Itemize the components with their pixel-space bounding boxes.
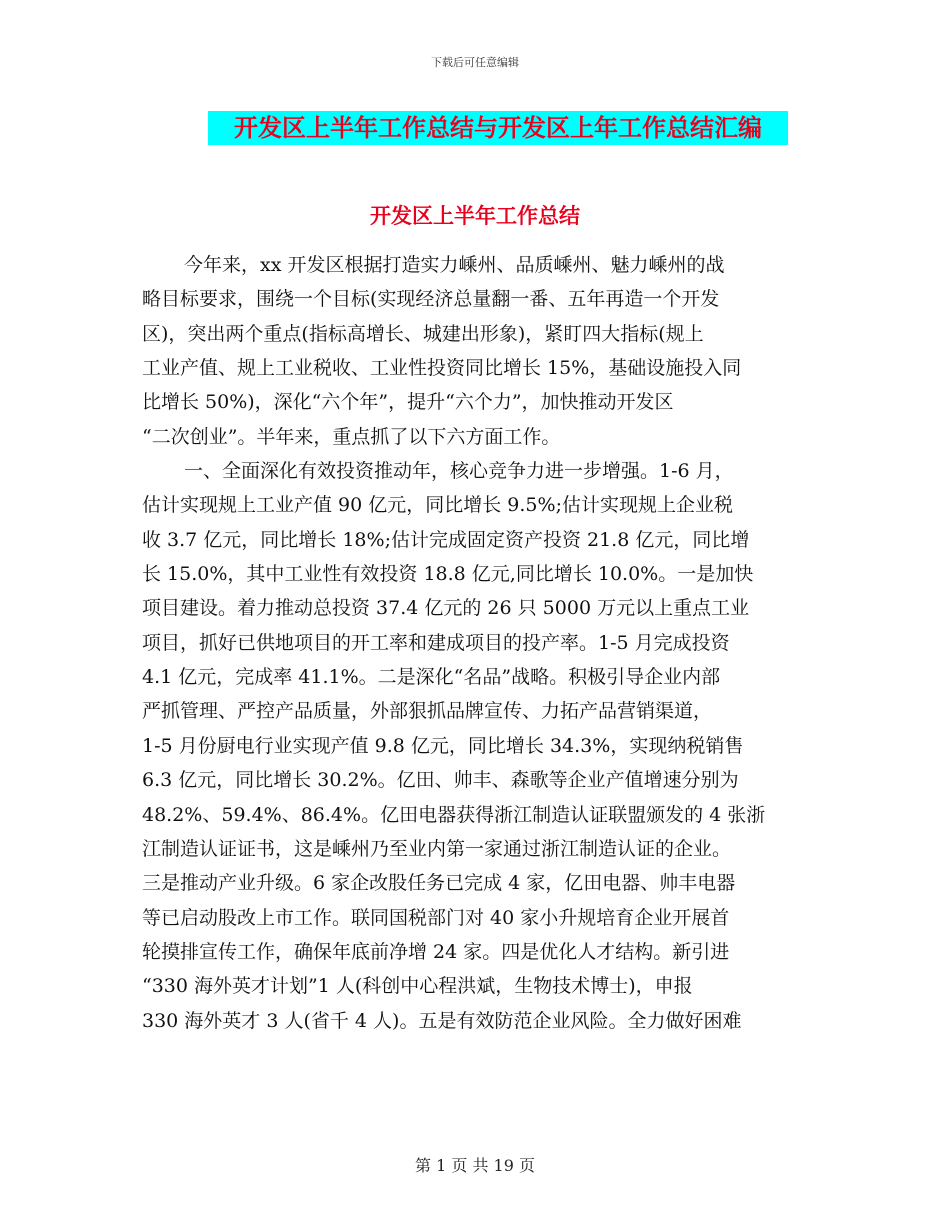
paragraph-line: 区)，突出两个重点(指标高增长、城建出形象)，紧盯四大指标(规上 [142,322,704,345]
paragraph-line: 估计实现规上工业产值 90 亿元，同比增长 9.5%;估计实现规上企业税 [142,494,733,517]
paragraph-line: 48.2%、59.4%、86.4%。亿田电器获得浙江制造认证联盟颁发的 4 张浙 [142,803,766,826]
paragraph-line: 4.1 亿元，完成率 41.1%。二是深化“名品”战略。积极引导企业内部 [142,666,721,689]
paragraph-line: 工业产值、规上工业税收、工业性投资同比增长 15%，基础设施投入同 [142,357,742,380]
section-title: 开发区上半年工作总结 [370,204,580,228]
paragraph-line: 比增长 50%)，深化“六个年”，提升“六个力”，加快推动开发区 [142,391,674,414]
paragraph-line: 略目标要求，围绕一个目标(实现经济总量翻一番、五年再造一个开发 [142,288,720,311]
paragraph-line: 收 3.7 亿元，同比增长 18%;估计完成固定资产投资 21.8 亿元，同比增 [142,528,750,551]
paragraph-line: 三是推动产业升级。6 家企改股任务已完成 4 家，亿田电器、帅丰电器 [142,872,736,895]
paragraph-line: 严抓管理、严控产品质量，外部狠抓品牌宣传、力拓产品营销渠道， [142,700,713,723]
paragraph-line: “二次创业”。半年来，重点抓了以下六方面工作。 [142,425,561,448]
paragraph-line: 等已启动股改上市工作。联同国税部门对 40 家小升规培育企业开展首 [142,906,730,929]
paragraph-line: 项目，抓好已供地项目的开工率和建成项目的投产率。1-5 月完成投资 [142,631,730,654]
page-footer: 第 1 页 共 19 页 [415,1156,535,1175]
paragraph-line: 轮摸排宣传工作，确保年底前净增 24 家。四是优化人才结构。新引进 [142,940,730,963]
paragraph-line: 项目建设。着力推动总投资 37.4 亿元的 26 只 5000 万元以上重点工业 [142,597,750,620]
paragraph-line: 6.3 亿元，同比增长 30.2%。亿田、帅丰、森歌等企业产值增速分别为 [142,769,739,792]
header-note: 下载后可任意编辑 [431,56,519,69]
paragraph-line: 1-5 月份厨电行业实现产值 9.8 亿元，同比增长 34.3%，实现纳税销售 [142,734,744,757]
paragraph-line: 长 15.0%，其中工业性有效投资 18.8 亿元,同比增长 10.0%。一是加快 [142,563,754,586]
document-title: 开发区上半年工作总结与开发区上年工作总结汇编 [208,111,788,145]
paragraph-line: 江制造认证证书，这是嵊州乃至业内第一家通过浙江制造认证的企业。 [142,837,732,860]
paragraph-line: 一、全面深化有效投资推动年，核心竞争力进一步增强。1-6 月， [184,460,734,483]
paragraph-line: 330 海外英才 3 人(省千 4 人)。五是有效防范企业风险。全力做好困难 [142,1009,742,1032]
body-text [142,248,808,1038]
paragraph-line: “330 海外英才计划”1 人(科创中心程洪斌，生物技术博士)，申报 [142,975,693,998]
paragraph-line: 今年来，xx 开发区根据打造实力嵊州、品质嵊州、魅力嵊州的战 [184,254,725,276]
